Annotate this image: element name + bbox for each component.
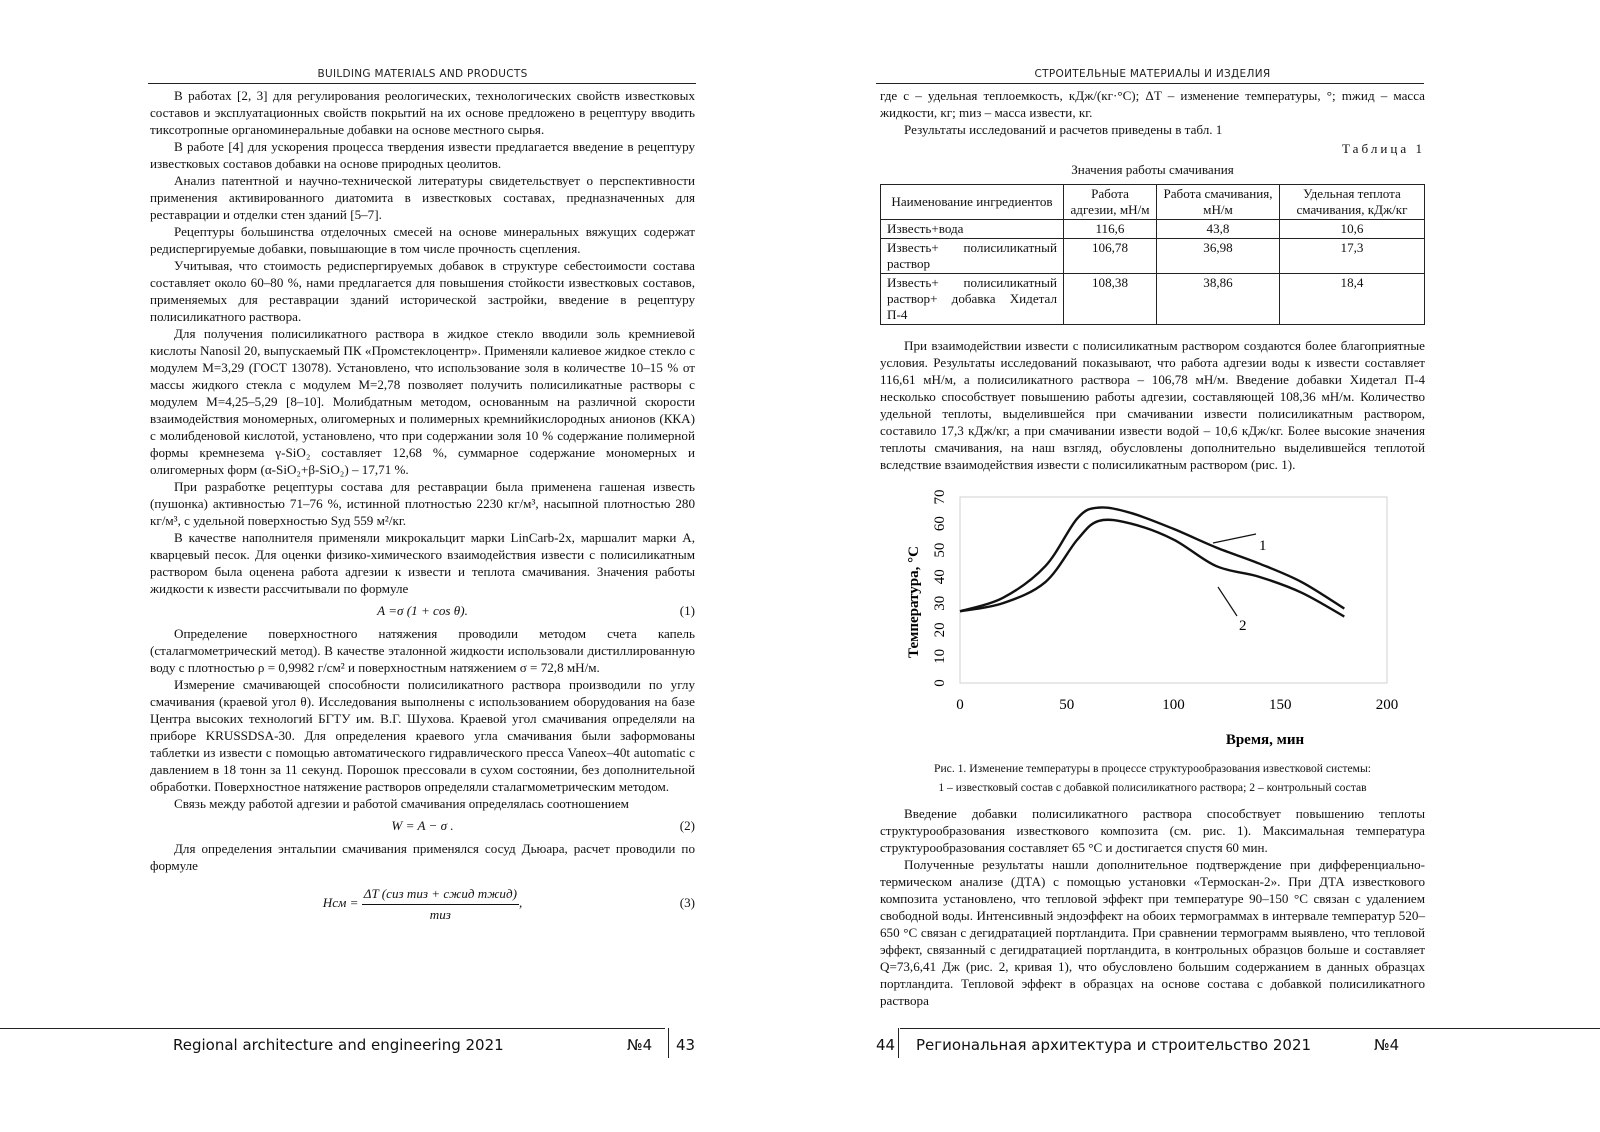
x-tick-label: 200 (1375, 697, 1399, 713)
formula-3 (150, 876, 695, 930)
paragraph: Полученные результаты нашли дополнительное подтверждение при дифференциально-термическом анализе (ДТА) с помощью установки «Термоскан-2». При ДТА известкового композита установлено, что тепловой эффект при температуре 90–150 °С связан с удалением свободной воды. Интенсивный эндоэффект на обоих термограммах в интервале температур 520–650 °С связан с дегидратацией портландита. При сравнении термограмм выявлено, что тепловой эффект, связанный с дегидратацией портландита, в контрольных образцов больше и составляет Q=73,6,41 Дж (рис. 2, кривая 1), что обусловлено большим содержанием в данных образцах портландита. Тепловой эффект в образцах на основе состава с добавкой полисиликатного раствора (880, 857, 1425, 1008)
y-tick-label: 0 (932, 679, 948, 687)
table-cell: Известь+вода (881, 220, 1064, 239)
chart-svg (880, 487, 1425, 757)
chart-series (960, 507, 1344, 616)
table-header-row (881, 185, 1425, 220)
formula-2-expression: W = A − σ . (391, 818, 454, 833)
formula-1-expression: A =σ (1 + cos θ). (377, 603, 468, 618)
paragraph: В работах [2, 3] для регулирования реологических, технологических свойств известковых составов и эксплуатационных свойств покрытий на их основе предложено в рецептуру вводить тиксотропные органоминеральные добавки на основе местного сырья. (150, 88, 695, 137)
x-tick-label: 150 (1269, 697, 1292, 713)
y-tick-label: 60 (932, 516, 948, 532)
right-footer (800, 1030, 1600, 1060)
footer-issue: №4 (1374, 1036, 1400, 1054)
paragraph: Определение поверхностного натяжения проводили методом счета капель (сталагмометрический метод). В качестве эталонной жидкости использовали дистиллированную воду с плотностью ρ = 0,9982 г/см² и поверхностным натяжением σ = 72,8 мН/м. (150, 626, 695, 675)
running-head: BUILDING MATERIALS AND PRODUCTS (317, 68, 528, 80)
formula-3-lhs: Hсм = (322, 895, 359, 910)
footer-issue: №4 (627, 1036, 653, 1054)
paragraph: где c – удельная теплоемкость, кДж/(кг·°С); ΔT – изменение температуры, °; mжид – масса жидкости, кг; mиз – масса извести, кг. (880, 88, 1425, 120)
x-tick-label: 100 (1162, 697, 1185, 713)
formula-3-fraction (362, 884, 519, 925)
table-row (881, 220, 1425, 239)
table-cell: 17,3 (1280, 239, 1425, 274)
y-axis-label: Температура, °С (906, 546, 922, 658)
temperature-chart (880, 487, 1425, 757)
series-2-line (960, 520, 1344, 617)
formula-3-numerator: ΔT (cиз mиз + cжид mжид) (362, 884, 519, 905)
x-tick-label: 50 (1059, 697, 1075, 713)
table-cell: Известь+ полисиликатный раствор (881, 239, 1064, 274)
table-row (881, 239, 1425, 274)
plot-area-frame (960, 497, 1387, 683)
left-body (150, 87, 695, 932)
figure-caption-1: Рис. 1. Изменение температуры в процессе структурообразования известковой системы: (934, 762, 1371, 775)
chart-ticks (932, 490, 1398, 714)
right-body (880, 87, 1425, 1009)
paragraph: Рецептуры большинства отделочных смесей на основе минеральных вяжущих содержат редиспергируемые добавки, повышающие в том числе прочность сцепления. (150, 224, 695, 256)
x-axis-label: Время, мин (1225, 732, 1305, 748)
table-header: Удельная теплота смачивания, кДж/кг (1280, 185, 1425, 220)
table-cell: 10,6 (1280, 220, 1425, 239)
formula-1-number: (1) (679, 603, 695, 618)
y-tick-label: 30 (932, 595, 948, 611)
annotation-leader-1 (1213, 534, 1256, 543)
table-label: Таблица 1 (1342, 141, 1425, 156)
paragraph: Связь между работой адгезии и работой смачивания определялась соотношением (174, 796, 629, 811)
table-row (881, 274, 1425, 325)
paragraph: При взаимодействии извести с полисиликатным раствором создаются более благоприятные условия. Результаты исследований показывают, что работа адгезии воды к извести составляет 116,61 мН/м, а полисиликатного раствора – 106,78 мН/м. Введение добавки Хидетал П-4 несколько способствует повышению работы адгезии, составляющей 108,36 мН/м. Количество удельной теплоты, выделившейся при смачивании извести полисиликатным раствором, составило 17,3 кДж/кг, а при смачивании извести водой – 10,6 кДж/кг. Более высокие значения теплоты смачивания, на наш взгляд, обусловлены дополнительно выделившейся теплотой вследствие взаимодействия извести с полисиликатным раствором (рис. 1). (880, 338, 1425, 472)
table-header: Работа адгезии, мН/м (1064, 185, 1157, 220)
y-tick-label: 40 (932, 569, 948, 585)
paragraph: В работе [4] для ускорения процесса твердения извести предлагается введение в рецептуру известковых составов добавки на основе природных цеолитов. (150, 139, 695, 171)
footer-journal-title: Региональная архитектура и строительство 2021 (916, 1036, 1312, 1054)
paragraph: В качестве наполнителя применяли микрокальцит марки LinCarb-2x, маршалит марки А, кварцевый песок. Для оценки физико-химического взаимодействия извести с полисиликатным раствором была оценена работа адгезии к извести и теплота смачивания. Значения работы жидкости к извести рассчитывали по формуле (150, 530, 695, 596)
paragraph: Результаты исследований и расчетов приведены в табл. 1 (904, 122, 1223, 137)
footer-rule (900, 1028, 1600, 1029)
y-tick-label: 20 (932, 622, 948, 638)
table-title: Значения работы смачивания (1071, 162, 1234, 177)
table-cell: 38,86 (1157, 274, 1280, 325)
chart-axes (960, 497, 1387, 683)
paragraph: Для получения полисиликатного раствора в жидкое стекло вводили золь кремниевой кислоты Nanosil 20, выпускаемый ПК «Промстеклоцентр». Применяли калиевое жидкое стекло с модулем М=3,29 (ГОСТ 13078). Установлено, что использование золя в количестве 10–15 % от массы жидкого стекла с модулем М=2,78 позволяет получить полисиликатные растворы с модулем М=4,25–5,29 [8–10]. Молибдатным методом, основанным на различной скорости взаимодействия мономерных, олигомерных и полимерных кремнийкислородных анионов (ККА) с молибденовой кислотой, установлено, что при содержании золя 10 % содержание полимерной формы кремнезема γ-SiO₂ составляет 12,68 %, суммарное содержание мономерных и олигомерных форм (α-SiO₂+β-SiO₂) – 17,71 %. (150, 326, 695, 477)
table-header: Наименование ингредиентов (881, 185, 1064, 220)
formula-3-number: (3) (679, 895, 695, 910)
table-cell: 43,8 (1157, 220, 1280, 239)
table-header: Работа смачивания, мН/м (1157, 185, 1280, 220)
table-cell: 108,38 (1064, 274, 1157, 325)
paragraph: Измерение смачивающей способности полисиликатного раствора производили по углу смачивания (краевой угол θ). Исследования выполнены с использованием оборудования на базе Центра высоких технологий БГТУ им. В.Г. Шухова. Краевой угол смачивания определяли на приборе KRUSSDSA-30. Для определения краевого угла смачивания были заформованы таблетки из извести с помощью автоматического гидравлического пресса Vaneox–40t automatic с давлением в 18 тонн за 11 секунд. Порошок прессовали в сухом состоянии, без дополнительной обработки. Поверхностное натяжение растворов определяли сталагмометрическим методом. (150, 677, 695, 794)
table-cell: Известь+ полисиликатный раствор+ добавка Хидетал П-4 (881, 274, 1064, 325)
page-number: 43 (676, 1036, 696, 1054)
formula-1 (150, 599, 695, 623)
annotation-leader-2 (1218, 587, 1237, 616)
figure-caption-2: 1 – известковый состав с добавкой полисиликатного раствора; 2 – контрольный состав (938, 781, 1367, 794)
y-tick-label: 50 (932, 542, 948, 558)
paragraph: Введение добавки полисиликатного раствора способствует повышению теплоты структурообразования известкового композита (см. рис. 1). Максимальная температура структурообразования составляет 65 °С и достигается спустя 60 мин. (880, 806, 1425, 855)
series-1-annotation: 1 (1259, 538, 1267, 554)
header-rule (876, 83, 1424, 84)
paragraph: Анализ патентной и научно-технической литературы свидетельствует о перспективности применения активированного диатомита в известковых составах, предназначенных для реставрации и отделки стен зданий [5–7]. (150, 173, 695, 222)
series-2-annotation: 2 (1239, 618, 1247, 634)
table-cell: 36,98 (1157, 239, 1280, 274)
series-1-line (960, 507, 1344, 611)
page-number: 44 (876, 1036, 896, 1054)
footer-rule (0, 1028, 665, 1029)
formula-2-number: (2) (679, 818, 695, 833)
data-table (880, 184, 1425, 325)
table-cell: 106,78 (1064, 239, 1157, 274)
paragraph: Учитывая, что стоимость редиспергируемых добавок в структуре себестоимости состава составляет около 60–80 %, нами предлагается для повышения стойкости известковых составов, применяемых для реставрации зданий исторической застройки, введение в рецептуру полисиликатного раствора. (150, 258, 695, 324)
formula-2 (150, 814, 695, 838)
paragraph: При разработке рецептуры состава для реставрации была применена гашеная известь (пушонка) активностью 71–76 %, истинной плотностью 2230 кг/м³, насыпной плотностью 280 кг/м³, с удельной поверхностью Sуд 559 м²/кг. (150, 479, 695, 528)
formula-3-denominator: mиз (429, 906, 451, 922)
x-tick-label: 0 (956, 697, 964, 713)
table-cell: 116,6 (1064, 220, 1157, 239)
left-footer (0, 1030, 800, 1060)
running-head: СТРОИТЕЛЬНЫЕ МАТЕРИАЛЫ И ИЗДЕЛИЯ (1034, 68, 1271, 80)
y-tick-label: 10 (932, 648, 948, 664)
y-tick-label: 70 (932, 489, 948, 505)
paragraph: Для определения энтальпии смачивания применялся сосуд Дьюара, расчет проводили по формуле (150, 841, 695, 873)
header-rule (148, 83, 696, 84)
formula-3-expression: Hсм = $\frac{\text{ΔT (cиз mиз + cжид mжид)}}{\text{mиз}}$ , (150, 876, 695, 930)
table-cell: 18,4 (1280, 274, 1425, 325)
footer-journal-title: Regional architecture and engineering 2021 (173, 1036, 504, 1054)
right-page (800, 0, 1600, 1132)
